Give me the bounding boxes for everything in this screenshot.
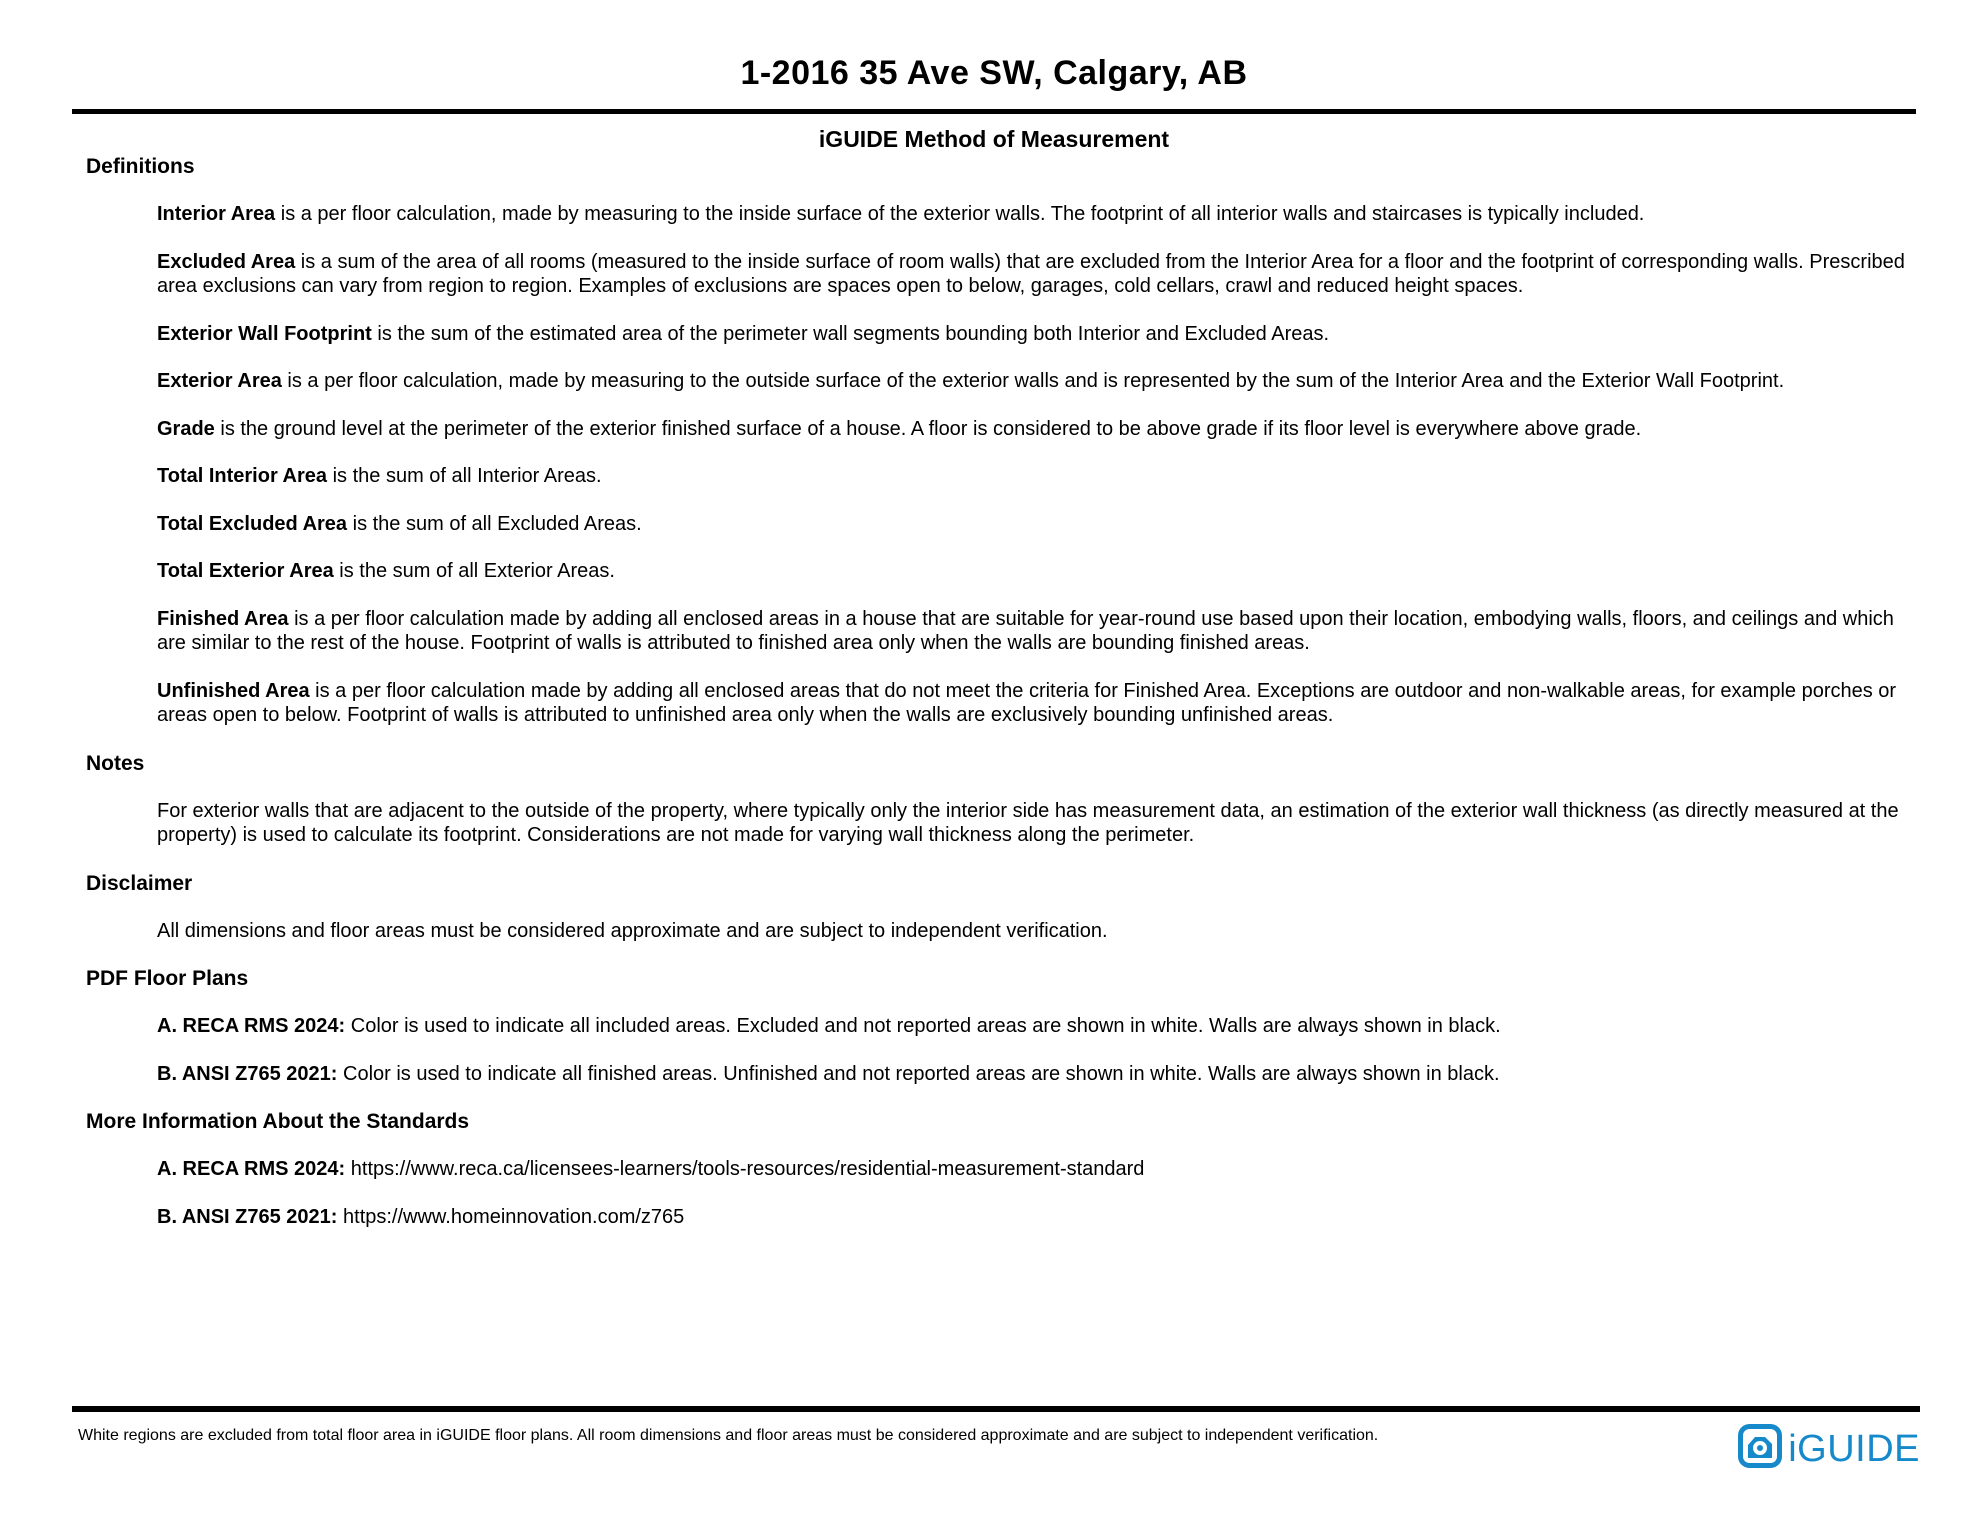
definition-term: Excluded Area: [157, 250, 296, 273]
definition-finished-area: [157, 607, 1916, 656]
iguide-logo: [1738, 1424, 1920, 1473]
section-notes: [72, 752, 1916, 848]
standard-label: B. ANSI Z765 2021:: [157, 1062, 338, 1085]
definition-interior-area: [157, 202, 1916, 227]
method-subtitle: iGUIDE Method of Measurement: [818, 126, 1170, 152]
notes-text: For exterior walls that are adjacent to the outside of the property, where typically only the interior side has measurement data, an estimation of the exterior wall thickness (as directly measured at the property) is used to calculate its footprint. Considerations are not made for varying wall thickness along the perimeter.: [157, 799, 1899, 846]
more-info-item-ansi: [157, 1205, 1916, 1230]
definition-total-interior-area: [157, 464, 1916, 489]
definition-total-excluded-area: [157, 512, 1916, 537]
definition-term: Grade: [157, 417, 215, 440]
more-information-heading: More Information About the Standards: [86, 1110, 470, 1133]
standard-url: https://www.homeinnovation.com/z765: [337, 1205, 685, 1228]
standard-label: A. RECA RMS 2024:: [157, 1015, 346, 1037]
standard-label: A. RECA RMS 2024:: [157, 1158, 346, 1180]
section-more-information: [72, 1110, 1916, 1229]
definition-text: is the sum of all Exterior Areas.: [333, 560, 615, 582]
definition-term: Total Exterior Area: [157, 560, 334, 582]
pdf-floor-plans-heading: PDF Floor Plans: [86, 967, 249, 990]
definition-text: is a sum of the area of all rooms (measured to the inside surface of room walls) that are excluded from the Interior Area for a floor and the footprint of corresponding walls. Prescribed area exclusions can vary from region to region. Examples of exclusions are spaces open to below, garages, cold cellars, crawl and reduced height spaces.: [157, 250, 1905, 297]
footer-row: [72, 1424, 1920, 1473]
header-divider: [72, 109, 1916, 114]
definition-grade: [157, 417, 1916, 442]
definition-text: is the ground level at the perimeter of the exterior finished surface of a house. A floor is considered to be above grade if its floor level is everywhere above grade.: [214, 417, 1642, 440]
definition-exterior-area: [157, 369, 1916, 394]
definition-term: Finished Area: [157, 607, 289, 630]
standard-text: Color is used to indicate all finished areas. Unfinished and not reported areas are shown in white. Walls are always shown in black.: [337, 1062, 1500, 1085]
definition-term: Total Interior Area: [157, 465, 328, 487]
section-disclaimer: [72, 872, 1916, 944]
page-footer: [72, 1406, 1920, 1473]
section-pdf-floor-plans: [72, 967, 1916, 1086]
pdf-floor-plans-item-ansi: [157, 1062, 1916, 1087]
definition-term: Interior Area: [157, 203, 276, 225]
definition-term: Exterior Wall Footprint: [157, 322, 372, 345]
footer-divider: [72, 1406, 1920, 1412]
more-info-item-reca: [157, 1157, 1916, 1182]
footer-disclaimer-text: White regions are excluded from total floor area in iGUIDE floor plans. All room dimensions and floor areas must be considered approximate and are subject to independent verification.: [78, 1427, 1379, 1444]
iguide-camera-icon: [1738, 1424, 1782, 1473]
definition-term: Unfinished Area: [157, 679, 310, 702]
definition-term: Exterior Area: [157, 370, 282, 392]
definition-text: is a per floor calculation made by adding all enclosed areas in a house that are suitable for year-round use based upon their location, embodying walls, floors, and ceilings and which are similar to the rest of the house. Footprint of walls is attributed to finished area only when the walls are bounding finished areas.: [157, 607, 1894, 654]
definition-text: is the sum of all Excluded Areas.: [347, 512, 642, 535]
standard-label: B. ANSI Z765 2021:: [157, 1205, 338, 1228]
page-header: [72, 54, 1916, 153]
iguide-logo-text: iGUIDE: [1788, 1427, 1920, 1470]
definition-exterior-wall-footprint: [157, 322, 1916, 347]
definition-unfinished-area: [157, 679, 1916, 728]
definition-text: is a per floor calculation, made by measuring to the outside surface of the exterior walls and is represented by the sum of the Interior Area and the Exterior Wall Footprint.: [281, 370, 1785, 392]
page-title: 1-2016 35 Ave SW, Calgary, AB: [740, 54, 1248, 92]
definition-text: is a per floor calculation made by adding all enclosed areas that do not meet the criteria for Finished Area. Exceptions are outdoor and non-walkable areas, for example porches or areas open to below. Footprint of walls is attributed to unfinished area only when the walls are exclusively bounding unfinished areas.: [157, 679, 1897, 726]
definition-term: Total Excluded Area: [157, 512, 348, 535]
definition-text: is a per floor calculation, made by measuring to the inside surface of the exterior walls. The footprint of all interior walls and staircases is typically included.: [275, 203, 1645, 225]
standard-url: https://www.reca.ca/licensees-learners/tools-resources/residential-measurement-standard: [345, 1158, 1145, 1180]
definition-excluded-area: [157, 250, 1916, 299]
disclaimer-text: All dimensions and floor areas must be considered approximate and are subject to independent verification.: [157, 919, 1108, 942]
definition-text: is the sum of all Interior Areas.: [327, 465, 602, 487]
definitions-heading: Definitions: [86, 155, 195, 178]
definition-text: is the sum of the estimated area of the perimeter wall segments bounding both Interior and Excluded Areas.: [371, 322, 1330, 345]
section-definitions: [72, 155, 1916, 728]
pdf-floor-plans-item-reca: [157, 1014, 1916, 1039]
notes-heading: Notes: [86, 751, 145, 775]
standard-text: Color is used to indicate all included areas. Excluded and not reported areas are shown in white. Walls are always shown in black.: [345, 1015, 1501, 1037]
definition-total-exterior-area: [157, 559, 1916, 584]
disclaimer-heading: Disclaimer: [86, 871, 193, 895]
